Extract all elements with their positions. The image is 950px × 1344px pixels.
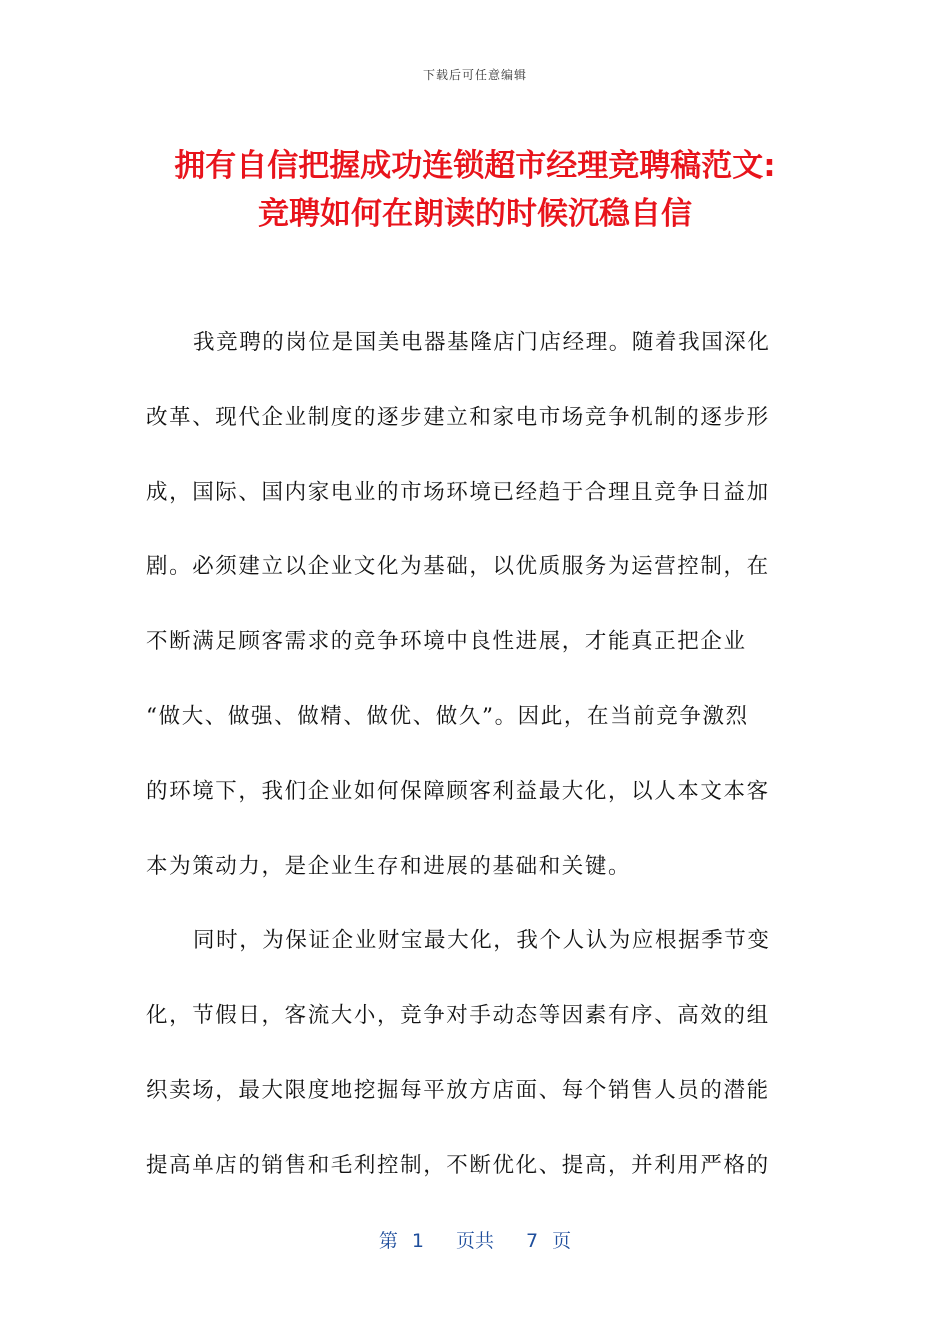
footer-suffix: 页 xyxy=(552,1230,572,1252)
page-footer xyxy=(0,1226,950,1253)
document-body xyxy=(146,323,796,1221)
footer-middle: 页共 xyxy=(455,1230,494,1252)
text-line: 成，国际、国内家电业的市场环境已经趋于合理且竞争日益加 xyxy=(146,479,770,505)
text-line: 改革、现代企业制度的逐步建立和家电市场竞争机制的逐步形 xyxy=(146,404,770,430)
text-line: “做大、做强、做精、做优、做久”。因此，在当前竞争激烈 xyxy=(146,703,749,729)
footer-total-pages: 7 xyxy=(526,1230,539,1252)
text-line: 本为策动力，是企业生存和进展的基础和关键。 xyxy=(146,853,632,879)
text-line: 化，节假日，客流大小，竞争对手动态等因素有序、高效的组 xyxy=(146,1003,770,1029)
text-line: 同时，为保证企业财宝最大化，我个人认为应根据季节变 xyxy=(193,928,771,954)
text-line: 提高单店的销售和毛利控制，不断优化、提高，并利用严格的 xyxy=(146,1152,770,1178)
text-line: 剧。必须建立以企业文化为基础，以优质服务为运营控制，在 xyxy=(146,554,770,580)
paragraph-2 xyxy=(146,921,796,1220)
text-line: 的环境下，我们企业如何保障顾客利益最大化，以人本文本客 xyxy=(146,778,770,804)
title-line-2: 竞聘如何在朗读的时候沉稳自信 xyxy=(258,196,692,232)
header-note: 下载后可任意编辑 xyxy=(422,68,527,82)
text-line: 不断满足顾客需求的竞争环境中良性进展，才能真正把企业 xyxy=(146,629,747,655)
text-line: 我竞聘的岗位是国美电器基隆店门店经理。随着我国深化 xyxy=(193,330,771,355)
footer-current-page: 1 xyxy=(411,1230,424,1252)
footer-prefix: 第 xyxy=(378,1230,398,1252)
paragraph-1 xyxy=(146,323,796,921)
text-line: 织卖场，最大限度地挖掘每平放方店面、每个销售人员的潜能 xyxy=(146,1077,770,1103)
title-line-1: 拥有自信把握成功连锁超市经理竞聘稿范文: xyxy=(174,148,776,184)
document-title xyxy=(100,142,850,238)
